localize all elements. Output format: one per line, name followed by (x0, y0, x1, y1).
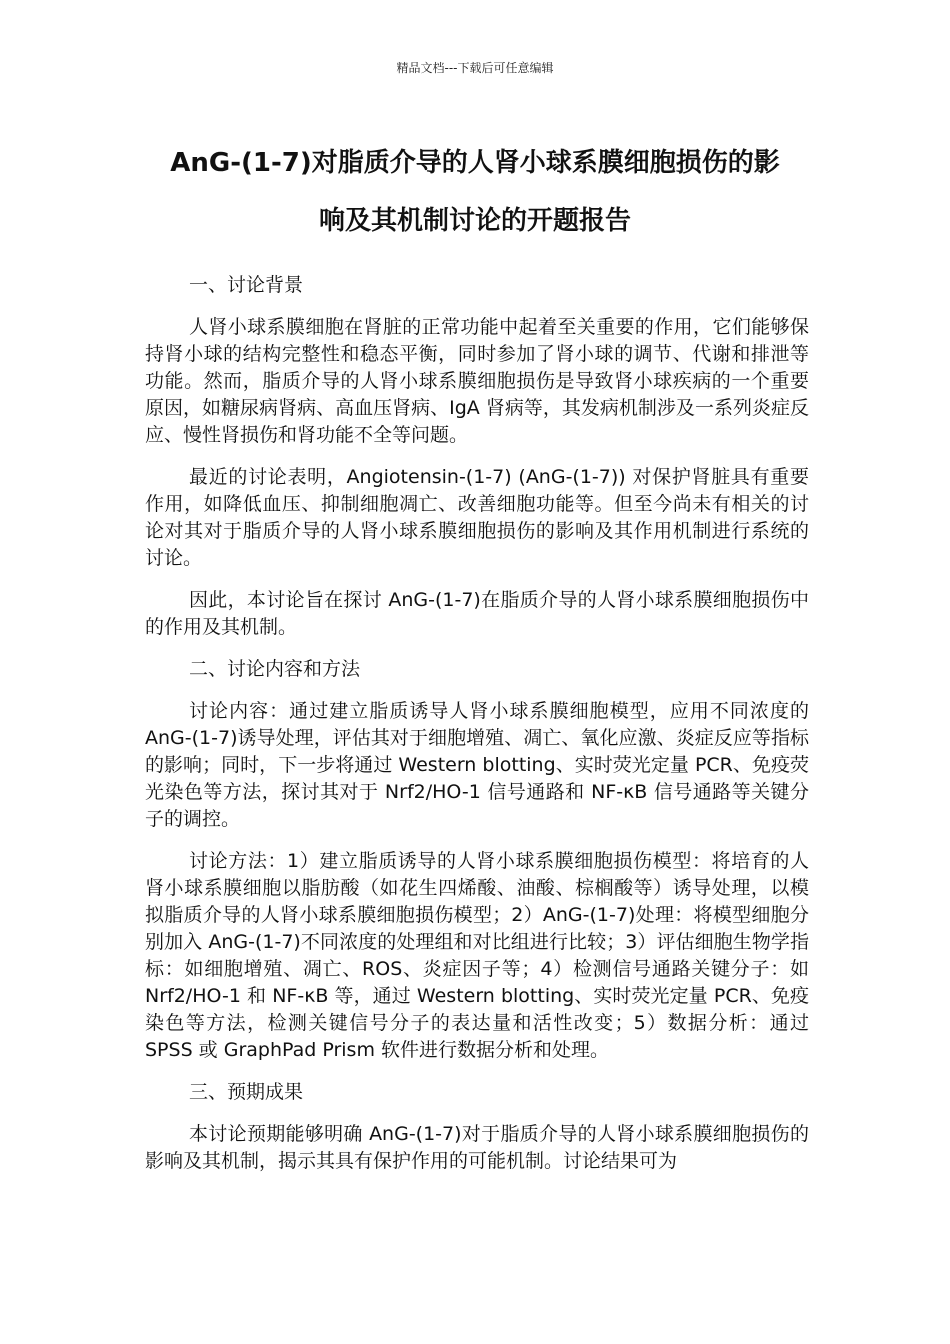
paragraph: 本讨论预期能够明确 AnG-(1-7)对于脂质介导的人肾小球系膜细胞损伤的影响及其机制，揭示其具有保护作用的可能机制。讨论结果可为 (145, 1123, 809, 1172)
title-line-1: AnG-(1-7)对脂质介导的人肾小球系膜细胞损伤的影 (170, 148, 780, 178)
document-body (145, 272, 809, 1190)
section-heading-background: 一、讨论背景 (189, 274, 304, 296)
paragraph: 讨论内容：通过建立脂质诱导人肾小球系膜细胞模型，应用不同浓度的 AnG-(1-7)诱导处理，评估其对于细胞增殖、凋亡、氧化应激、炎症反应等指标的影响；同时，下一步将通过 Western blotting、实时荧光定量 PCR、免疫荧光染色等方法，探讨其对于 Nrf2/HO-1 信号通路和 NF-κB 信号通路等关键分子的调控。 (145, 700, 809, 830)
section-heading-expected-results: 三、预期成果 (189, 1081, 304, 1103)
page-header: 精品文档---下载后可任意编辑 (396, 61, 554, 75)
paragraph: 人肾小球系膜细胞在肾脏的正常功能中起着至关重要的作用，它们能够保持肾小球的结构完整性和稳态平衡，同时参加了肾小球的调节、代谢和排泄等功能。然而，脂质介导的人肾小球系膜细胞损伤是导致肾小球疾病的一个重要原因，如糖尿病肾病、高血压肾病、IgA 肾病等，其发病机制涉及一系列炎症反应、慢性肾损伤和肾功能不全等问题。 (145, 316, 809, 446)
section-heading-content-methods: 二、讨论内容和方法 (189, 658, 361, 680)
paragraph: 讨论方法：1）建立脂质诱导的人肾小球系膜细胞损伤模型：将培育的人肾小球系膜细胞以脂肪酸（如花生四烯酸、油酸、棕榈酸等）诱导处理，以模拟脂质介导的人肾小球系膜细胞损伤模型；2）AnG-(1-7)处理：将模型细胞分别加入 AnG-(1-7)不同浓度的处理组和对比组进行比较；3）评估细胞生物学指标：如细胞增殖、凋亡、ROS、炎症因子等；4）检测信号通路关键分子：如 Nrf2/HO-1 和 NF-κB 等，通过 Western blotting、实时荧光定量 PCR、免疫染色等方法，检测关键信号分子的表达量和活性改变；5）数据分析：通过 SPSS 或 GraphPad Prism 软件进行数据分析和处理。 (145, 850, 809, 1061)
paragraph: 最近的讨论表明，Angiotensin-(1-7) (AnG-(1-7)) 对保护肾脏具有重要作用，如降低血压、抑制细胞凋亡、改善细胞功能等。但至今尚未有相关的讨论对其对于脂质介导的人肾小球系膜细胞损伤的影响及其作用机制进行系统的讨论。 (145, 466, 809, 569)
document-title (130, 134, 820, 250)
title-line-2: 响及其机制讨论的开题报告 (318, 206, 631, 236)
paragraph: 因此，本讨论旨在探讨 AnG-(1-7)在脂质介导的人肾小球系膜细胞损伤中的作用及其机制。 (145, 589, 809, 638)
